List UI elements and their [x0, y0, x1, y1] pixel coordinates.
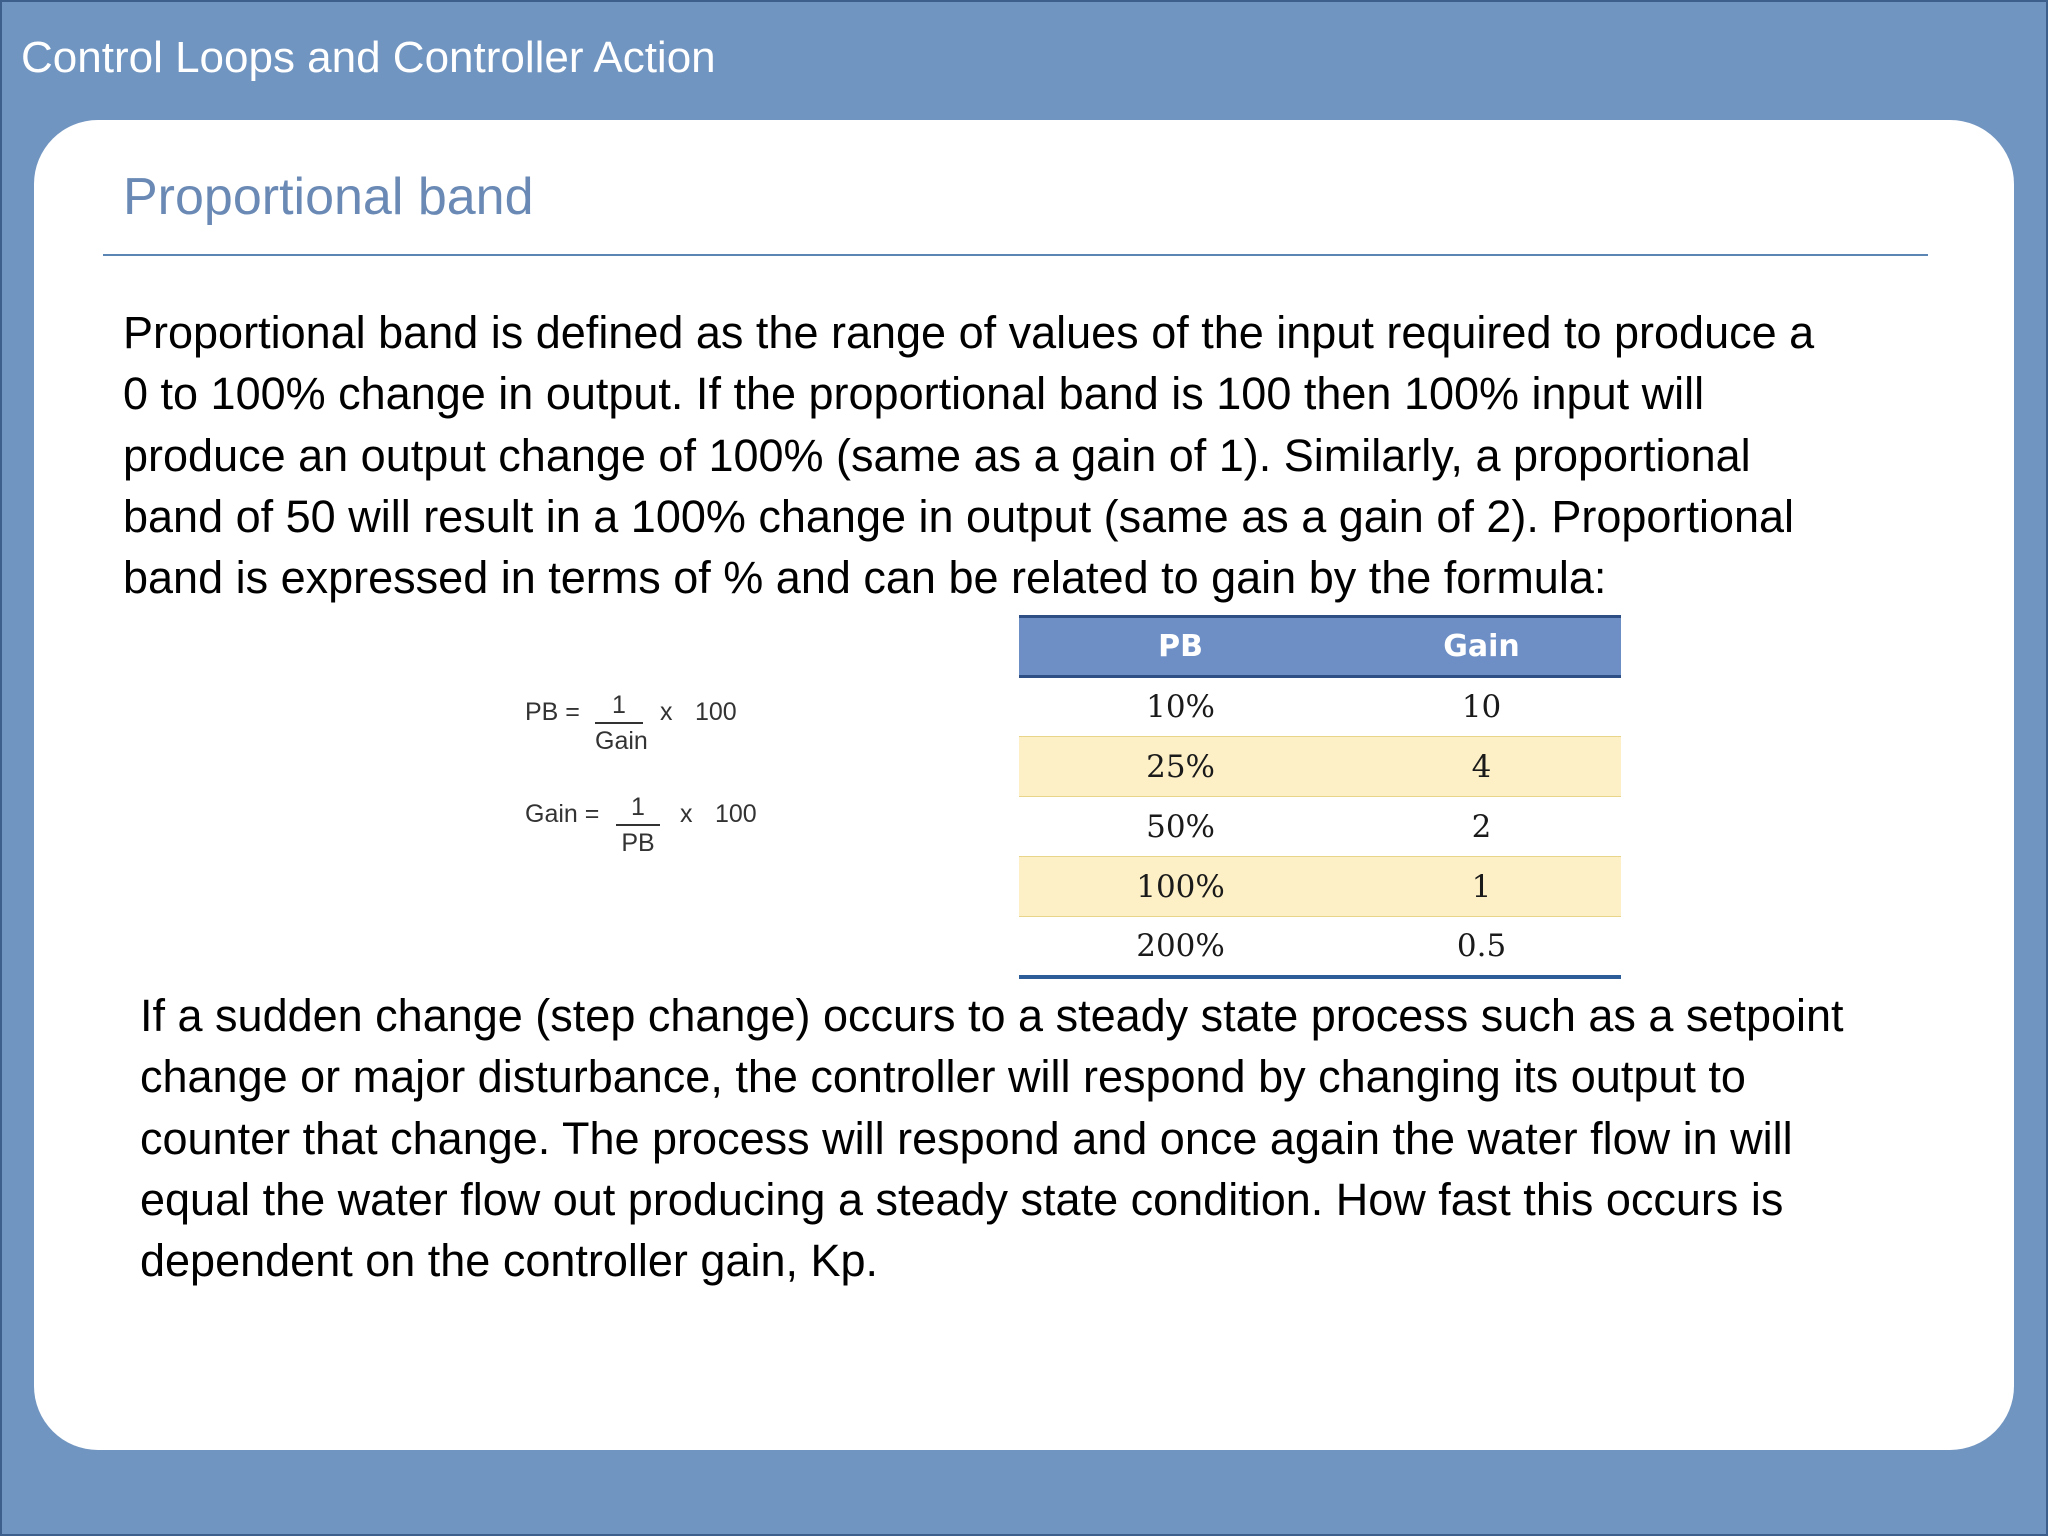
- gain-formula-factor: 100: [715, 800, 757, 828]
- pb-formula-factor: 100: [695, 698, 737, 726]
- definition-paragraph: Proportional band is defined as the range of values of the input required to produce a 0 to 100% change in output. If the proportional band is 100 then 100% input will produce an output change of 100% (same as a gain of 1). Similarly, a proportional band of 50 will result in a 100% change in output (same as a gain of 2). Proportional band is expressed in terms of % and can be related to gain by the formula:: [123, 307, 1815, 604]
- formula-block: [520, 690, 820, 870]
- table-cell-gain: 4: [1471, 748, 1492, 785]
- gain-formula-numerator: 1: [631, 793, 645, 821]
- table-cell-pb: 50%: [1146, 808, 1215, 845]
- table-cell-pb: 25%: [1146, 748, 1215, 785]
- pb-formula-fraction: [595, 690, 648, 756]
- pb-formula-denominator: Gain: [595, 726, 648, 755]
- gain-formula-denominator: PB: [621, 828, 655, 857]
- table-cell-pb: 100%: [1136, 868, 1225, 905]
- table-row: [1019, 737, 1621, 797]
- pb-formula-lhs: PB =: [525, 698, 580, 726]
- gain-formula-operator: x: [680, 800, 693, 828]
- gain-formula: [520, 792, 820, 862]
- table-row: [1019, 677, 1621, 737]
- pb-formula-numerator: 1: [612, 691, 626, 719]
- header-title: Control Loops and Controller Action: [21, 33, 716, 82]
- pb-formula-operator: x: [660, 698, 673, 726]
- fraction-bar: [595, 722, 643, 724]
- table-row: [1019, 857, 1621, 917]
- table-cell-gain: 0.5: [1456, 927, 1507, 964]
- slide-title: Proportional band: [123, 168, 534, 226]
- table-header-gain: Gain: [1443, 629, 1520, 664]
- title-divider: [103, 254, 1928, 256]
- table-cell-pb: 10%: [1146, 689, 1215, 725]
- step-change-paragraph: If a sudden change (step change) occurs to a steady state process such as a setpoint change or major disturbance, the controller will respond by changing its output to counter that change. The process will respond and once again the water flow in will equal the water flow out producing a steady state condition. How fast this occurs is dependent on the controller gain, Kp.: [140, 990, 1844, 1287]
- table-cell-gain: 2: [1471, 808, 1492, 845]
- pb-gain-table: [1019, 615, 1621, 979]
- table-row: [1019, 797, 1621, 857]
- table-cell-gain: 1: [1471, 868, 1492, 905]
- pb-formula: [520, 690, 820, 760]
- table-header-pb: PB: [1158, 629, 1203, 664]
- fraction-bar: [616, 824, 660, 826]
- gain-formula-fraction: [616, 792, 660, 858]
- table-cell-gain: 10: [1461, 689, 1502, 725]
- table-cell-pb: 200%: [1136, 927, 1225, 964]
- table-row: [1019, 917, 1621, 977]
- gain-formula-lhs: Gain =: [525, 800, 600, 828]
- table-header-row: [1019, 617, 1621, 677]
